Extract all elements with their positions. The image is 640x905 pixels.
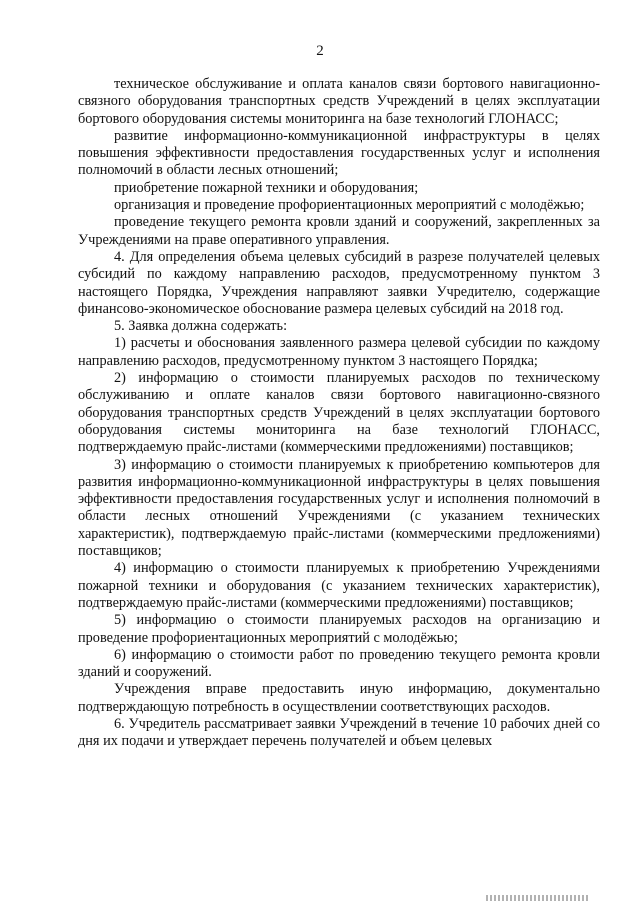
paragraph: развитие информационно-коммуникационной инфраструктуры в целях повышения эффективности предоставления государственных услуг и исполнения полномочий в области лесных отношений; bbox=[78, 127, 600, 179]
paragraph: 4) информацию о стоимости планируемых к приобретению Учреждениями пожарной техники и оборудования (с указанием технических характеристик), подтверждаемую прайс-листами (коммерческими предложениями) поставщиков; bbox=[78, 560, 600, 611]
paragraph: приобретение пожарной техники и оборудования; bbox=[114, 179, 419, 196]
paragraph: 5. Заявка должна содержать: bbox=[114, 318, 288, 335]
paragraph: 6. Учредитель рассматривает заявки Учреждений в течение 10 рабочих дней со дня их подачи и утверждает перечень получателей и объем целевых bbox=[78, 715, 600, 750]
paragraph: 1) расчеты и обоснования заявленного размера целевой субсидии по каждому направлению расходов, предусмотренному пунктом 3 настоящего Порядка; bbox=[78, 335, 600, 369]
paragraph: проведение текущего ремонта кровли зданий и сооружений, закрепленных за Учреждениями на праве оперативного управления. bbox=[78, 214, 600, 248]
paragraph: Учреждения вправе предоставить иную информацию, документально подтверждающую потребность в осуществлении соответствующих расходов. bbox=[78, 681, 600, 715]
paragraph: 2) информацию о стоимости планируемых расходов по техническому обслуживанию и оплате каналов связи бортового навигационно-связного оборудования транспортных средств Учреждений в целях эксплуатации бортового оборудования системы мониторинга на базе технологий ГЛОНАСС, подтверждаемую прайс-листами (коммерческими предложениями) поставщиков; bbox=[78, 370, 600, 456]
paragraph: техническое обслуживание и оплата каналов связи бортового навигационно-связного оборудования транспортных средств Учреждений в целях эксплуатации бортового оборудования системы мониторинга на базе технологий ГЛОНАСС; bbox=[78, 76, 600, 127]
page-number: 2 bbox=[316, 43, 324, 59]
paragraph: 5) информацию о стоимости планируемых расходов на организацию и проведение профориентационных мероприятий с молодёжью; bbox=[78, 612, 600, 646]
paragraph: 6) информацию о стоимости работ по проведению текущего ремонта кровли зданий и сооружений. bbox=[78, 646, 600, 681]
document-body bbox=[78, 76, 600, 751]
paragraph: 3) информацию о стоимости планируемых к приобретению компьютеров для развития информационно-коммуникационной инфраструктуры в целях повышения эффективности предоставления государственных услуг и исполнения полномочий в области лесных отношений Учреждениями (с указанием технических характеристик), подтверждаемую прайс-листами (коммерческими предложениями) поставщиков; bbox=[78, 456, 600, 560]
paragraph: 4. Для определения объема целевых субсидий в разрезе получателей целевых субсидий по каждому направлению расходов, предусмотренному пунктом 3 настоящего Порядка, Учреждения направляют заявки Учредителю, содержащие финансово-экономическое обоснование размера целевых субсидий на 2018 год. bbox=[78, 248, 600, 317]
paragraph: организация и проведение профориентационных мероприятий с молодёжью; bbox=[114, 197, 585, 214]
scan-footer-mark bbox=[486, 895, 590, 901]
